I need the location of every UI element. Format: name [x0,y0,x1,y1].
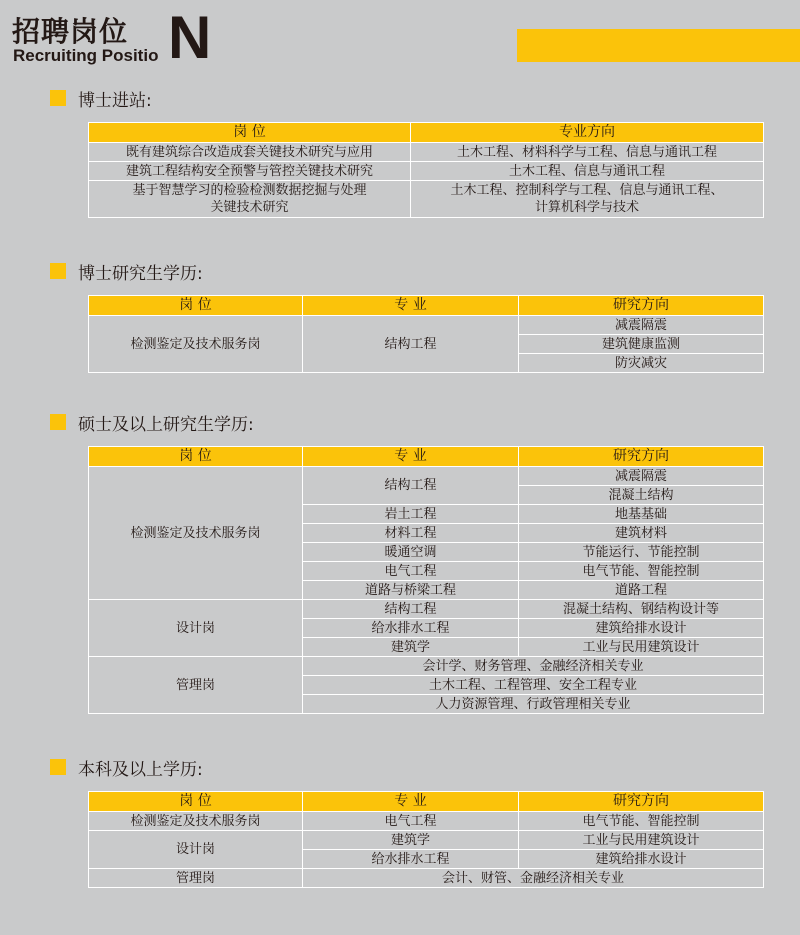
column-header: 岗 位 [89,296,303,316]
major-cell: 给水排水工程 [303,850,519,869]
major-cell: 会计学、财务管理、金融经济相关专业 [303,657,764,676]
position-cell: 管理岗 [89,869,303,888]
table-phd [88,295,764,373]
page-title: 招聘岗位 [12,15,129,48]
direction-cell: 电气节能、智能控制 [519,562,764,581]
position-cell: 管理岗 [89,657,303,714]
major-cell: 建筑学 [303,831,519,850]
major-cell: 给水排水工程 [303,619,519,638]
table-row [89,181,764,218]
position-cell: 检测鉴定及技术服务岗 [89,467,303,600]
direction-cell: 工业与民用建筑设计 [519,638,764,657]
position-cell: 建筑工程结构安全预警与管控关键技术研究 [89,162,411,181]
column-header: 研究方向 [519,447,764,467]
position-line: 关键技术研究 [210,200,289,215]
section-title: 本科及以上学历: [78,759,203,780]
direction-cell: 电气节能、智能控制 [519,812,764,831]
bullet-square-icon [50,759,66,775]
major-cell: 土木工程、工程管理、安全工程专业 [303,676,764,695]
major-cell: 土木工程、信息与通讯工程 [411,162,764,181]
major-cell: 人力资源管理、行政管理相关专业 [303,695,764,714]
table-header-row [89,447,764,467]
table-row [89,143,764,162]
major-cell: 岩土工程 [303,505,519,524]
direction-cell: 减震隔震 [519,316,764,335]
table-row [89,316,764,335]
position-cell: 既有建筑综合改造成套关键技术研究与应用 [89,143,411,162]
table-postdoc [88,122,764,218]
major-cell: 建筑学 [303,638,519,657]
table-header-row [89,296,764,316]
direction-cell: 混凝土结构、钢结构设计等 [519,600,764,619]
direction-cell: 建筑给排水设计 [519,619,764,638]
direction-cell: 建筑给排水设计 [519,850,764,869]
column-header: 研究方向 [519,792,764,812]
major-cell: 土木工程、材料科学与工程、信息与通讯工程 [411,143,764,162]
bullet-square-icon [50,263,66,279]
position-cell [89,181,411,218]
table-bachelor [88,791,764,888]
major-cell: 道路与桥梁工程 [303,581,519,600]
bullet-square-icon [50,414,66,430]
column-header: 专 业 [303,792,519,812]
major-line: 土木工程、控制科学与工程、信息与通讯工程、 [450,183,724,198]
table-row [89,812,764,831]
table-header-row [89,792,764,812]
bullet-square-icon [50,90,66,106]
section-heading-master [50,410,254,434]
position-cell: 检测鉴定及技术服务岗 [89,316,303,373]
table-row [89,600,764,619]
major-cell [411,181,764,218]
column-header: 专 业 [303,296,519,316]
major-cell: 电气工程 [303,562,519,581]
section-title: 博士进站: [78,90,152,111]
page-subtitle-large-letter: N [168,4,212,71]
direction-cell: 道路工程 [519,581,764,600]
major-cell: 会计、财管、金融经济相关专业 [303,869,764,888]
direction-cell: 减震隔震 [519,467,764,486]
table-header-row [89,123,764,143]
section-title: 博士研究生学历: [78,263,203,284]
direction-cell: 混凝土结构 [519,486,764,505]
table-row [89,831,764,850]
direction-cell: 防灾减灾 [519,354,764,373]
direction-cell: 节能运行、节能控制 [519,543,764,562]
column-header: 岗 位 [89,792,303,812]
column-header: 岗 位 [89,123,411,143]
major-cell: 结构工程 [303,316,519,373]
table-row [89,467,764,486]
column-header: 专业方向 [411,123,764,143]
major-line: 计算机科学与技术 [534,200,639,215]
direction-cell: 建筑健康监测 [519,335,764,354]
major-cell: 结构工程 [303,600,519,619]
major-cell: 电气工程 [303,812,519,831]
major-cell: 暖通空调 [303,543,519,562]
position-cell: 设计岗 [89,831,303,869]
major-cell: 结构工程 [303,467,519,505]
section-heading-phd [50,259,203,283]
section-heading-postdoc [50,86,152,110]
table-row [89,869,764,888]
position-line: 基于智慧学习的检验检测数据挖掘与处理 [132,183,367,198]
column-header: 岗 位 [89,447,303,467]
page-subtitle: Recruiting Positio [13,46,159,65]
page-header [0,0,800,80]
column-header: 研究方向 [519,296,764,316]
direction-cell: 工业与民用建筑设计 [519,831,764,850]
major-cell: 材料工程 [303,524,519,543]
position-cell: 设计岗 [89,600,303,657]
direction-cell: 地基基础 [519,505,764,524]
table-master [88,446,764,714]
section-heading-bachelor [50,755,203,779]
column-header: 专 业 [303,447,519,467]
direction-cell: 建筑材料 [519,524,764,543]
table-row [89,657,764,676]
header-accent-bar [517,29,800,62]
position-cell: 检测鉴定及技术服务岗 [89,812,303,831]
section-title: 硕士及以上研究生学历: [78,414,254,435]
table-row [89,162,764,181]
